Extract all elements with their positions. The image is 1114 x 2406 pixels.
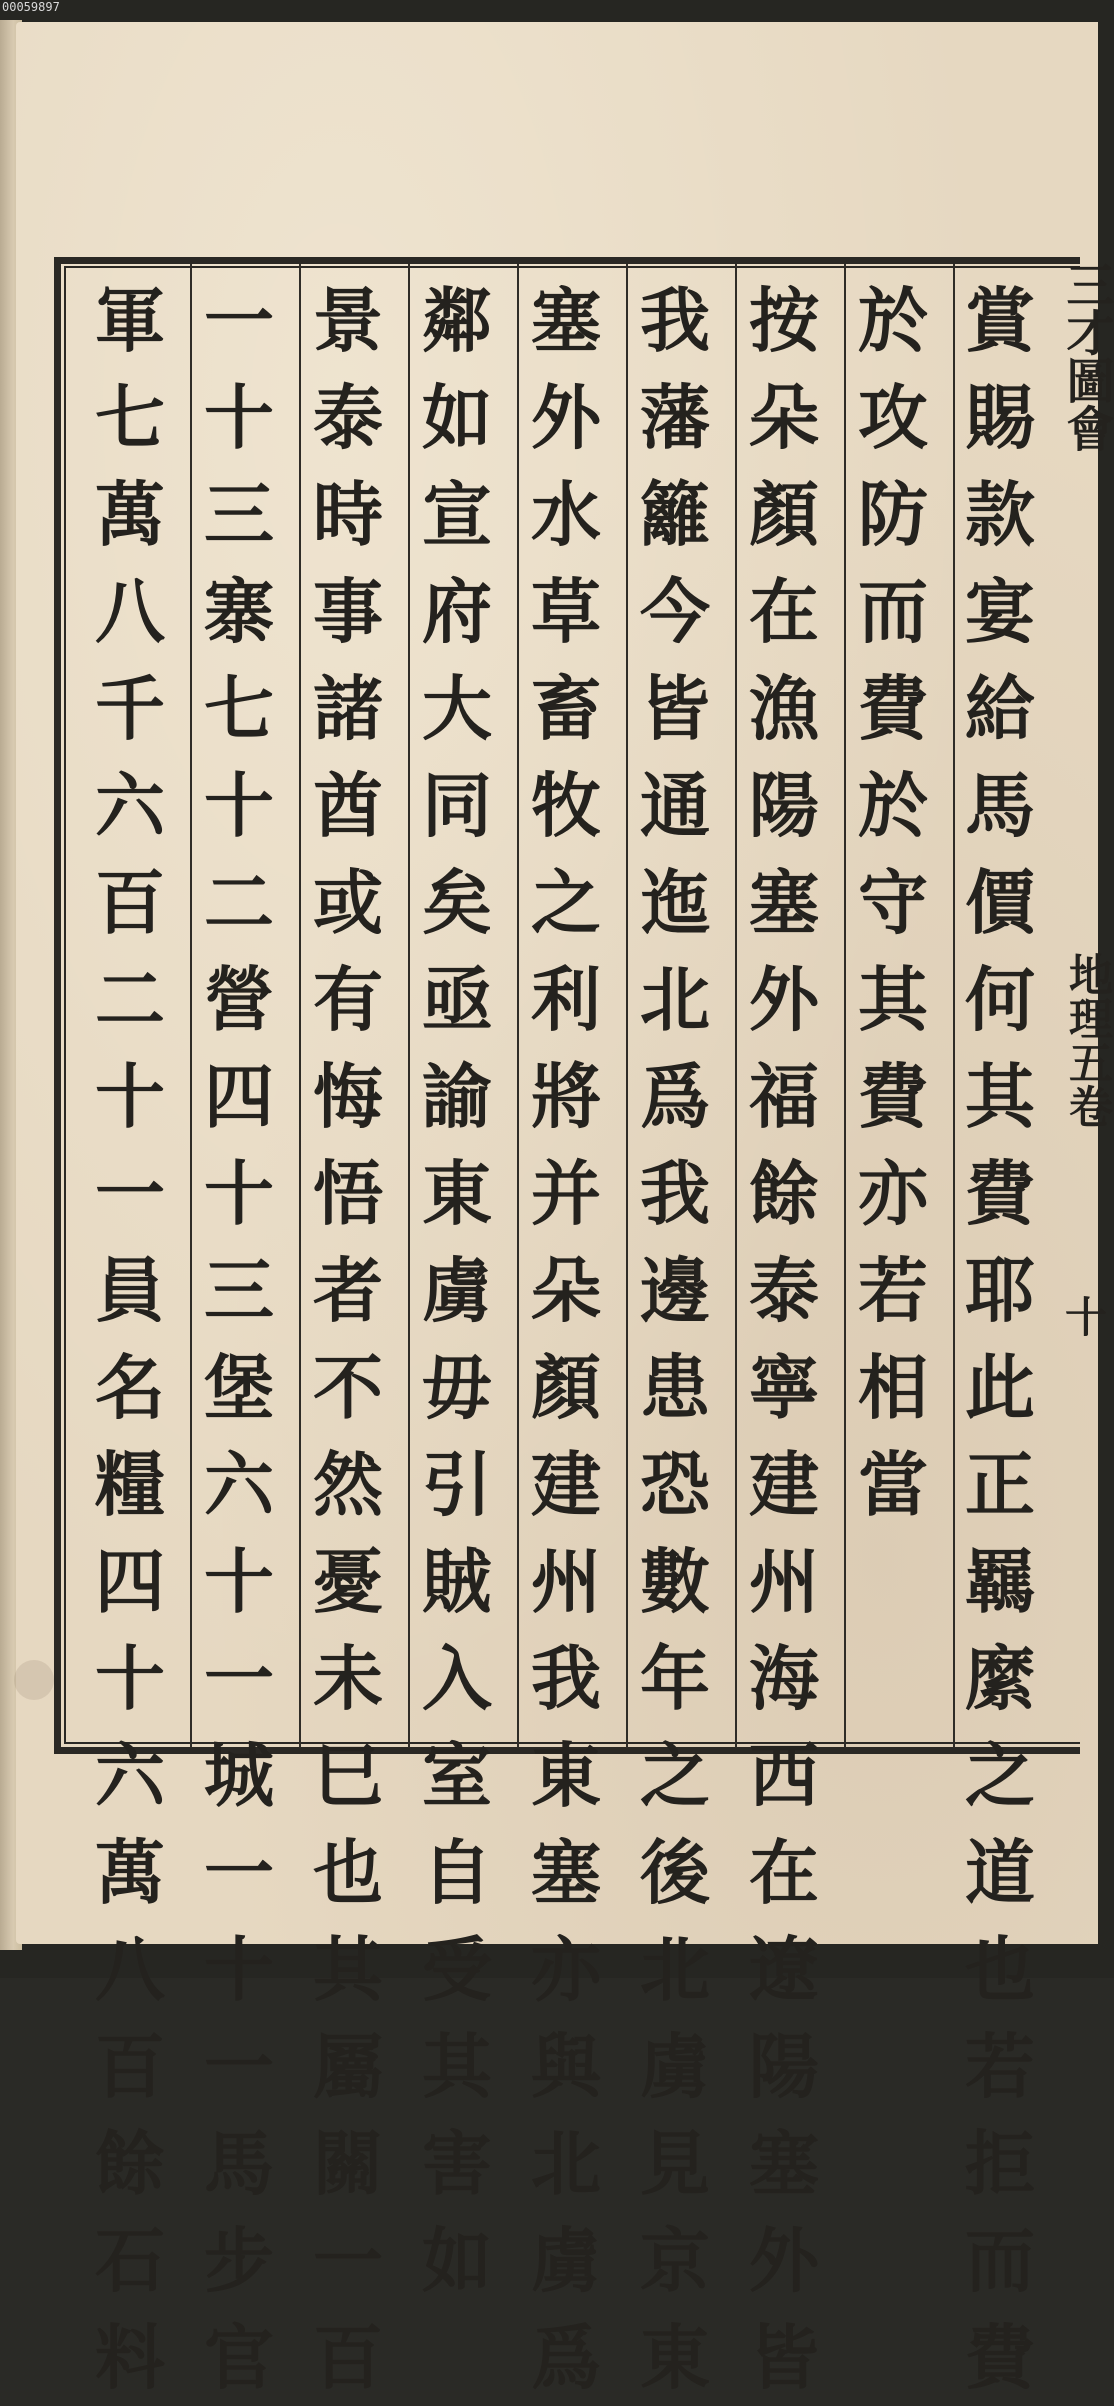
text-glyph: 利 xyxy=(531,958,601,1041)
text-glyph: 道 xyxy=(965,1831,1035,1914)
text-glyph: 如 xyxy=(422,376,492,459)
text-glyph: 糧 xyxy=(95,1443,165,1526)
text-glyph: 塞 xyxy=(749,861,819,944)
text-glyph: 之 xyxy=(640,1734,710,1817)
text-glyph: 寧 xyxy=(749,1346,819,1429)
text-glyph: 亦 xyxy=(858,1152,928,1235)
text-glyph: 十 xyxy=(204,1540,274,1623)
text-glyph: 陽 xyxy=(749,764,819,847)
text-glyph: 悟 xyxy=(313,1152,383,1235)
text-glyph: 京 xyxy=(640,2219,710,2302)
text-glyph: 也 xyxy=(313,1831,383,1914)
text-glyph: 東 xyxy=(422,1152,492,1235)
text-glyph: 籬 xyxy=(640,473,710,556)
text-glyph: 福 xyxy=(749,1055,819,1138)
text-glyph: 一 xyxy=(204,1831,274,1914)
text-glyph: 畜 xyxy=(531,667,601,750)
text-glyph: 外 xyxy=(531,376,601,459)
text-glyph: 府 xyxy=(422,570,492,653)
text-glyph: 六 xyxy=(204,1443,274,1526)
text-glyph: 此 xyxy=(965,1346,1035,1429)
text-glyph: 并 xyxy=(531,1152,601,1235)
text-glyph: 官 xyxy=(204,2316,274,2399)
text-glyph: 如 xyxy=(422,2219,492,2302)
text-glyph: 其 xyxy=(313,1928,383,2011)
text-glyph: 萬 xyxy=(95,1831,165,1914)
text-glyph: 十 xyxy=(204,1152,274,1235)
text-glyph: 費 xyxy=(858,1055,928,1138)
text-glyph: 時 xyxy=(313,473,383,556)
text-glyph: 賊 xyxy=(422,1540,492,1623)
text-column xyxy=(298,272,398,2406)
text-glyph: 二 xyxy=(95,958,165,1041)
text-glyph: 東 xyxy=(531,1734,601,1817)
text-column xyxy=(950,272,1050,2406)
text-glyph: 其 xyxy=(965,1055,1035,1138)
text-glyph: 患 xyxy=(640,1346,710,1429)
text-glyph: 耶 xyxy=(965,1249,1035,1332)
text-glyph: 通 xyxy=(640,764,710,847)
text-glyph: 鄰 xyxy=(422,279,492,362)
text-glyph: 相 xyxy=(858,1346,928,1429)
text-glyph: 我 xyxy=(640,279,710,362)
text-glyph: 在 xyxy=(749,1831,819,1914)
text-glyph: 酋 xyxy=(313,764,383,847)
text-column xyxy=(734,272,834,2406)
text-glyph: 同 xyxy=(422,764,492,847)
text-glyph: 防 xyxy=(858,473,928,556)
text-glyph: 名 xyxy=(95,1346,165,1429)
text-glyph: 也 xyxy=(965,1928,1035,2011)
text-glyph: 年 xyxy=(640,1637,710,1720)
text-glyph: 何 xyxy=(965,958,1035,1041)
text-glyph: 迤 xyxy=(640,861,710,944)
text-glyph: 若 xyxy=(858,1249,928,1332)
text-glyph: 軍 xyxy=(95,279,165,362)
text-glyph: 十 xyxy=(204,1928,274,2011)
text-glyph: 虜 xyxy=(422,1249,492,1332)
text-glyph: 悔 xyxy=(313,1055,383,1138)
text-glyph: 城 xyxy=(204,1734,274,1817)
text-glyph: 八 xyxy=(95,1928,165,2011)
text-glyph: 給 xyxy=(965,667,1035,750)
text-glyph: 三 xyxy=(204,1249,274,1332)
text-glyph: 二 xyxy=(204,861,274,944)
text-glyph: 泰 xyxy=(313,376,383,459)
text-glyph: 關 xyxy=(313,2122,383,2205)
text-glyph: 未 xyxy=(313,1637,383,1720)
text-glyph: 費 xyxy=(965,2316,1035,2399)
text-glyph: 或 xyxy=(313,861,383,944)
text-glyph: 者 xyxy=(313,1249,383,1332)
text-glyph: 堡 xyxy=(204,1346,274,1429)
text-glyph: 塞 xyxy=(749,2122,819,2205)
text-glyph: 州 xyxy=(531,1540,601,1623)
text-glyph: 而 xyxy=(858,570,928,653)
margin-leaf: 十 xyxy=(1064,1293,1107,1342)
text-glyph: 室 xyxy=(422,1734,492,1817)
text-glyph: 步 xyxy=(204,2219,274,2302)
text-glyph: 賞 xyxy=(965,279,1035,362)
text-glyph: 一 xyxy=(204,279,274,362)
text-glyph: 餘 xyxy=(95,2122,165,2205)
text-column xyxy=(516,272,616,2406)
text-glyph: 羈 xyxy=(965,1540,1035,1623)
text-glyph: 建 xyxy=(749,1443,819,1526)
text-column xyxy=(80,272,180,2406)
text-glyph: 受 xyxy=(422,1928,492,2011)
text-glyph: 按 xyxy=(749,279,819,362)
scan-id: 00059897 xyxy=(2,0,60,14)
margin-title: 三才圖會 xyxy=(1058,260,1114,452)
text-glyph: 今 xyxy=(640,570,710,653)
text-glyph: 諸 xyxy=(313,667,383,750)
text-glyph: 不 xyxy=(313,1346,383,1429)
text-glyph: 十 xyxy=(204,376,274,459)
text-glyph: 自 xyxy=(422,1831,492,1914)
text-glyph: 塞 xyxy=(531,1831,601,1914)
text-glyph: 百 xyxy=(95,861,165,944)
text-glyph: 餘 xyxy=(749,1152,819,1235)
text-glyph: 六 xyxy=(95,1734,165,1817)
text-glyph: 一 xyxy=(313,2219,383,2302)
text-glyph: 亟 xyxy=(422,958,492,1041)
text-glyph: 賜 xyxy=(965,376,1035,459)
text-glyph: 石 xyxy=(95,2219,165,2302)
text-glyph: 六 xyxy=(95,764,165,847)
text-glyph: 顏 xyxy=(531,1346,601,1429)
text-glyph: 毋 xyxy=(422,1346,492,1429)
text-glyph: 西 xyxy=(749,1734,819,1817)
text-glyph: 千 xyxy=(95,667,165,750)
text-glyph: 之 xyxy=(531,861,601,944)
text-glyph: 於 xyxy=(858,279,928,362)
text-glyph: 邊 xyxy=(640,1249,710,1332)
text-glyph: 外 xyxy=(749,958,819,1041)
text-glyph: 北 xyxy=(640,1928,710,2011)
text-glyph: 十 xyxy=(95,1055,165,1138)
text-glyph: 之 xyxy=(965,1734,1035,1817)
text-glyph: 草 xyxy=(531,570,601,653)
text-glyph: 員 xyxy=(95,1249,165,1332)
text-glyph: 費 xyxy=(858,667,928,750)
text-glyph: 我 xyxy=(640,1152,710,1235)
text-glyph: 藩 xyxy=(640,376,710,459)
text-glyph: 遼 xyxy=(749,1928,819,2011)
text-glyph: 泰 xyxy=(749,1249,819,1332)
page-margin xyxy=(1058,260,1114,1348)
text-glyph: 外 xyxy=(749,2219,819,2302)
text-glyph: 馬 xyxy=(965,764,1035,847)
text-glyph: 大 xyxy=(422,667,492,750)
text-glyph: 四 xyxy=(95,1540,165,1623)
text-glyph: 東 xyxy=(640,2316,710,2399)
text-glyph: 有 xyxy=(313,958,383,1041)
text-glyph: 塞 xyxy=(531,279,601,362)
text-glyph: 而 xyxy=(965,2219,1035,2302)
text-glyph: 顏 xyxy=(749,473,819,556)
text-glyph: 營 xyxy=(204,958,274,1041)
page-stain xyxy=(14,1660,54,1700)
text-glyph: 一 xyxy=(204,1637,274,1720)
text-glyph: 百 xyxy=(95,2025,165,2108)
text-glyph: 景 xyxy=(313,279,383,362)
text-glyph: 百 xyxy=(313,2316,383,2399)
text-column xyxy=(843,272,943,1533)
text-glyph: 在 xyxy=(749,570,819,653)
text-glyph: 七 xyxy=(204,667,274,750)
text-glyph: 數 xyxy=(640,1540,710,1623)
text-glyph: 其 xyxy=(422,2025,492,2108)
text-glyph: 其 xyxy=(858,958,928,1041)
text-glyph: 一 xyxy=(95,1152,165,1235)
text-glyph: 事 xyxy=(313,570,383,653)
text-glyph: 三 xyxy=(204,473,274,556)
text-glyph: 後 xyxy=(640,1831,710,1914)
text-glyph: 四 xyxy=(204,1055,274,1138)
text-column xyxy=(625,272,725,2406)
text-glyph: 漁 xyxy=(749,667,819,750)
text-glyph: 一 xyxy=(204,2025,274,2108)
text-glyph: 若 xyxy=(965,2025,1035,2108)
text-glyph: 州 xyxy=(749,1540,819,1623)
text-glyph: 見 xyxy=(640,2122,710,2205)
text-glyph: 十 xyxy=(95,1637,165,1720)
text-glyph: 將 xyxy=(531,1055,601,1138)
text-glyph: 牧 xyxy=(531,764,601,847)
text-glyph: 然 xyxy=(313,1443,383,1526)
text-glyph: 皆 xyxy=(640,667,710,750)
text-glyph: 費 xyxy=(965,1152,1035,1235)
text-glyph: 攻 xyxy=(858,376,928,459)
text-glyph: 矣 xyxy=(422,861,492,944)
text-glyph: 入 xyxy=(422,1637,492,1720)
text-glyph: 巳 xyxy=(313,1734,383,1817)
text-glyph: 價 xyxy=(965,861,1035,944)
text-glyph: 屬 xyxy=(313,2025,383,2108)
text-glyph: 款 xyxy=(965,473,1035,556)
text-glyph: 水 xyxy=(531,473,601,556)
text-glyph: 寨 xyxy=(204,570,274,653)
text-glyph: 與 xyxy=(531,2025,601,2108)
text-glyph: 我 xyxy=(531,1637,601,1720)
text-glyph: 馬 xyxy=(204,2122,274,2205)
text-glyph: 朵 xyxy=(749,376,819,459)
text-glyph: 諭 xyxy=(422,1055,492,1138)
text-column xyxy=(407,272,507,2309)
text-glyph: 憂 xyxy=(313,1540,383,1623)
text-glyph: 宣 xyxy=(422,473,492,556)
text-glyph: 縻 xyxy=(965,1637,1035,1720)
text-glyph: 北 xyxy=(640,958,710,1041)
text-glyph: 皆 xyxy=(749,2316,819,2399)
text-glyph: 朵 xyxy=(531,1249,601,1332)
text-glyph: 正 xyxy=(965,1443,1035,1526)
text-glyph: 恐 xyxy=(640,1443,710,1526)
text-glyph: 當 xyxy=(858,1443,928,1526)
text-glyph: 爲 xyxy=(640,1055,710,1138)
text-glyph: 引 xyxy=(422,1443,492,1526)
margin-section: 地理五卷 xyxy=(1061,952,1112,1128)
text-glyph: 於 xyxy=(858,764,928,847)
text-glyph: 虜 xyxy=(531,2219,601,2302)
text-glyph: 爲 xyxy=(531,2316,601,2399)
text-glyph: 料 xyxy=(95,2316,165,2399)
text-glyph: 萬 xyxy=(95,473,165,556)
text-glyph: 亦 xyxy=(531,1928,601,2011)
text-glyph: 宴 xyxy=(965,570,1035,653)
text-glyph: 拒 xyxy=(965,2122,1035,2205)
text-glyph: 八 xyxy=(95,570,165,653)
text-glyph: 虜 xyxy=(640,2025,710,2108)
text-column xyxy=(189,272,289,2406)
text-glyph: 十 xyxy=(204,764,274,847)
text-glyph: 北 xyxy=(531,2122,601,2205)
text-glyph: 七 xyxy=(95,376,165,459)
text-glyph: 建 xyxy=(531,1443,601,1526)
text-glyph: 海 xyxy=(749,1637,819,1720)
text-glyph: 害 xyxy=(422,2122,492,2205)
text-glyph: 陽 xyxy=(749,2025,819,2108)
text-glyph: 守 xyxy=(858,861,928,944)
